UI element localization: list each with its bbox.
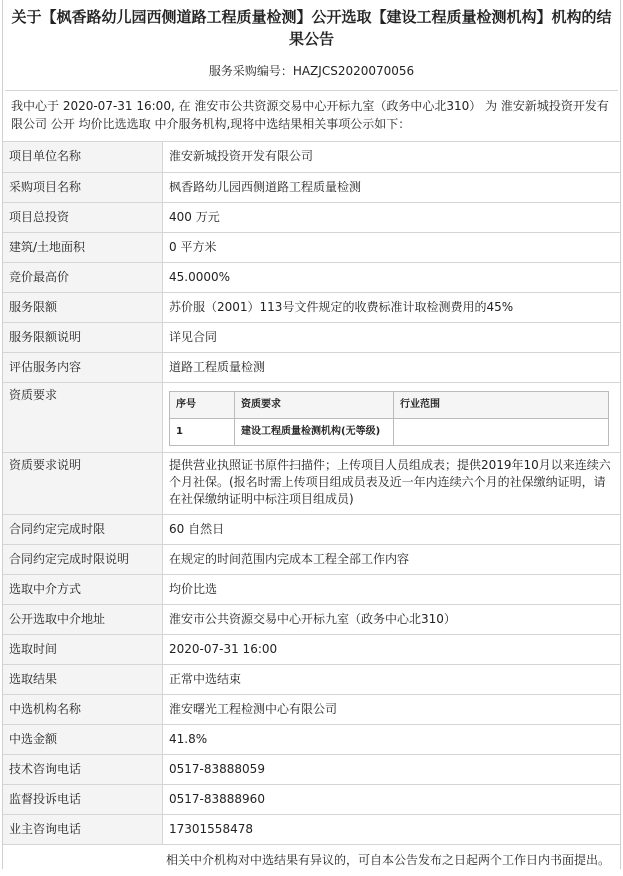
table-row xyxy=(3,574,620,604)
qualification-desc-row xyxy=(3,452,620,514)
row-label: 监督投诉电话 xyxy=(3,784,163,814)
row-label: 选取中介方式 xyxy=(3,574,163,604)
row-value: 淮安曙光工程检测中心有限公司 xyxy=(163,694,621,724)
row-value: 2020-07-31 16:00 xyxy=(163,634,621,664)
qualification-cell: 1 xyxy=(170,418,235,445)
qualification-header-row xyxy=(170,391,609,418)
table-row xyxy=(3,784,620,814)
qualification-row xyxy=(3,382,620,452)
table-row xyxy=(3,352,620,382)
table-row xyxy=(3,232,620,262)
row-label: 项目总投资 xyxy=(3,202,163,232)
table-row xyxy=(3,634,620,664)
row-label: 项目单位名称 xyxy=(3,142,163,172)
row-value xyxy=(163,382,621,452)
row-value: 0 平方米 xyxy=(163,232,621,262)
table-row xyxy=(3,694,620,724)
header-cell: 行业范围 xyxy=(394,391,609,418)
table-row xyxy=(3,172,620,202)
table-row xyxy=(3,724,620,754)
table-row xyxy=(3,292,620,322)
row-value: 淮安新城投资开发有限公司 xyxy=(163,142,621,172)
table-row xyxy=(3,202,620,232)
row-label: 采购项目名称 xyxy=(3,172,163,202)
announcement-page xyxy=(2,0,621,869)
row-label: 中选机构名称 xyxy=(3,694,163,724)
row-value: 淮安市公共资源交易中心开标九室（政务中心北310） xyxy=(163,604,621,634)
row-label: 业主咨询电话 xyxy=(3,814,163,844)
table-row xyxy=(3,514,620,544)
service-code-label: 服务采购编号： xyxy=(208,64,293,78)
row-value: 60 自然日 xyxy=(163,514,621,544)
row-label: 服务限额 xyxy=(3,292,163,322)
row-value: 苏价服（2001）113号文件规定的收费标准计取检测费用的45% xyxy=(163,292,621,322)
table-row xyxy=(3,544,620,574)
row-label: 建筑/土地面积 xyxy=(3,232,163,262)
qualification-cell: 建设工程质量检测机构(无等级) xyxy=(235,418,394,445)
row-value: 41.8% xyxy=(163,724,621,754)
service-code-value: HAZJCS2020070056 xyxy=(292,64,415,78)
row-value: 正常中选结束 xyxy=(163,664,621,694)
row-label: 评估服务内容 xyxy=(3,352,163,382)
table-row xyxy=(3,814,620,844)
row-label: 选取时间 xyxy=(3,634,163,664)
row-value: 均价比选 xyxy=(163,574,621,604)
row-value: 提供营业执照证书原件扫描件；上传项目人员组成表；提供2019年10月以来连续六个月社保。(报名时需上传项目组成员表及近一年内连续六个月的社保缴纳证明，请在社保缴纳证明中标注项目组成员) xyxy=(163,452,621,514)
row-value: 0517-83888960 xyxy=(163,784,621,814)
table-row xyxy=(3,664,620,694)
table-row xyxy=(3,322,620,352)
table-row xyxy=(3,262,620,292)
row-value: 400 万元 xyxy=(163,202,621,232)
table-row xyxy=(3,142,620,172)
row-label: 资质要求 xyxy=(3,382,163,452)
row-value: 枫香路幼儿园西侧道路工程质量检测 xyxy=(163,172,621,202)
row-value: 17301558478 xyxy=(163,814,621,844)
service-code xyxy=(3,50,620,90)
row-label: 技术咨询电话 xyxy=(3,754,163,784)
row-value: 0517-83888059 xyxy=(163,754,621,784)
row-label: 选取结果 xyxy=(3,664,163,694)
qualification-item-row xyxy=(170,418,609,445)
info-table xyxy=(3,142,620,845)
row-value: 在规定的时间范围内完成本工程全部工作内容 xyxy=(163,544,621,574)
row-label: 合同约定完成时限说明 xyxy=(3,544,163,574)
header-cell: 资质要求 xyxy=(235,391,394,418)
intro-paragraph: 我中心于 2020-07-31 16:00, 在 淮安市公共资源交易中心开标九室（政务中心北310） 为 淮安新城投资开发有限公司 公开 均价比选选取 中介服务机构,现将中选结果相关事项公示如下： xyxy=(3,91,620,142)
row-label: 竞价最高价 xyxy=(3,262,163,292)
row-label: 资质要求说明 xyxy=(3,452,163,514)
row-label: 中选金额 xyxy=(3,724,163,754)
row-label: 服务限额说明 xyxy=(3,322,163,352)
qualification-table xyxy=(169,391,609,446)
row-label: 合同约定完成时限 xyxy=(3,514,163,544)
page-title: 关于【枫香路幼儿园西侧道路工程质量检测】公开选取【建设工程质量检测机构】机构的结果公告 xyxy=(11,8,612,48)
table-row xyxy=(3,754,620,784)
qualification-cell xyxy=(394,418,609,445)
header-cell: 序号 xyxy=(170,391,235,418)
row-value: 详见合同 xyxy=(163,322,621,352)
row-value: 道路工程质量检测 xyxy=(163,352,621,382)
table-row xyxy=(3,604,620,634)
objection-notice: 相关中介机构对中选结果有异议的，可自本公告发布之日起两个工作日内书面提出。 xyxy=(166,852,611,867)
row-value: 45.0000% xyxy=(163,262,621,292)
row-label: 公开选取中介地址 xyxy=(3,604,163,634)
